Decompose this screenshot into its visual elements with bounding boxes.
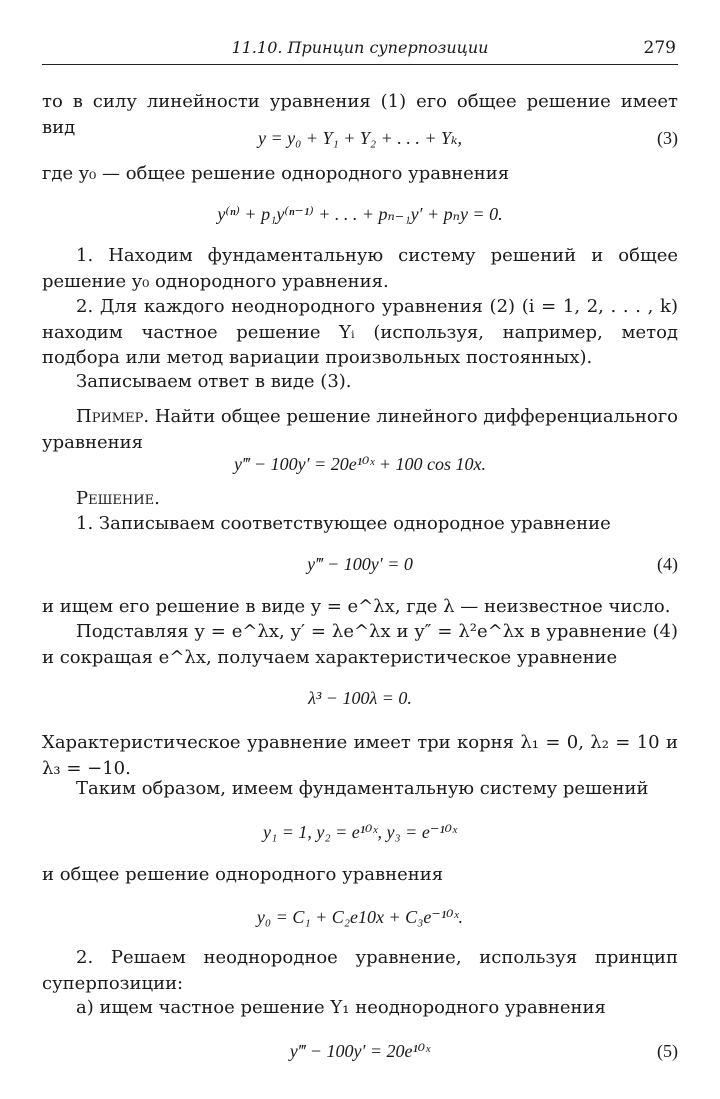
solution-step-1: 1. Записываем соответствующее однородное уравнение [76,513,611,534]
solution-label: Решение. [76,488,160,509]
step-3: Записываем ответ в виде (3). [76,371,352,392]
equation-4: y‴ − 100y′ = 0 [307,554,413,574]
paragraph-fundamental-system: Таким образом, имеем фундаментальную систему решений [76,778,649,799]
running-header [42,34,678,65]
step-2: 2. Для каждого неоднородного уравнения (2) (i = 1, 2, . . . , k) находим частное решение Yᵢ (используя, например, метод подбора или метод вариации произвольных постоянных). [42,296,678,368]
step-1: 1. Находим фундаментальную систему решений и общее решение y₀ однородного уравнения. [42,245,678,292]
equation-5: y‴ − 100y′ = 20e¹⁰ˣ [289,1041,431,1061]
section-title: 11.10. Принцип суперпозиции [231,38,489,57]
equation-homogeneous: y⁽ⁿ⁾ + p₁y⁽ⁿ⁻¹⁾ + . . . + pₙ₋₁y′ + pₙy = 0. [217,204,503,224]
paragraph-homogeneous-general: и общее решение однородного уравнения [42,864,444,885]
equation-fundamental: y₁ = 1, y₂ = e¹⁰ˣ, y₃ = e⁻¹⁰ˣ [262,822,458,842]
example-text: Найти общее решение линейного дифференциального уравнения [42,406,678,453]
example-paragraph [42,404,678,455]
page-number: 279 [643,38,676,58]
solution-label-paragraph [42,486,678,512]
equation-example: y‴ − 100y′ = 20e¹⁰ˣ + 100 cos 10x. [233,454,487,474]
paragraph-seek-solution: и ищем его решение в виде y = e^λx, где λ — неизвестное число. [42,596,671,617]
paragraph-substitute: Подставляя y = e^λx, y′ = λe^λx и y″ = λ²e^λx в уравнение (4) и сокращая e^λx, получаем характеристическое уравнение [42,621,678,668]
equation-number-3: (3) [657,128,678,148]
paragraph-general-solution: то в силу линейности уравнения (1) его общее решение имеет вид [42,91,678,138]
equation-3: y = y₀ + Y₁ + Y₂ + . . . + Yₖ, [257,128,463,148]
paragraph-superposition: 2. Решаем неоднородное уравнение, используя принцип суперпозиции: [42,947,678,994]
example-label: Пример. [76,406,150,427]
equation-y0: y₀ = C₁ + C₂e10x + C₃e⁻¹⁰ˣ. [256,907,464,927]
equation-number-4: (4) [657,554,678,574]
equation-characteristic: λ³ − 100λ = 0. [308,688,412,708]
equation-number-5: (5) [657,1041,678,1061]
paragraph-where-y0: где y₀ — общее решение однородного уравнения [42,163,510,184]
paragraph-particular-y1: а) ищем частное решение Y₁ неоднородного уравнения [76,997,606,1018]
paragraph-roots: Характеристическое уравнение имеет три корня λ₁ = 0, λ₂ = 10 и λ₃ = −10. [42,732,678,779]
